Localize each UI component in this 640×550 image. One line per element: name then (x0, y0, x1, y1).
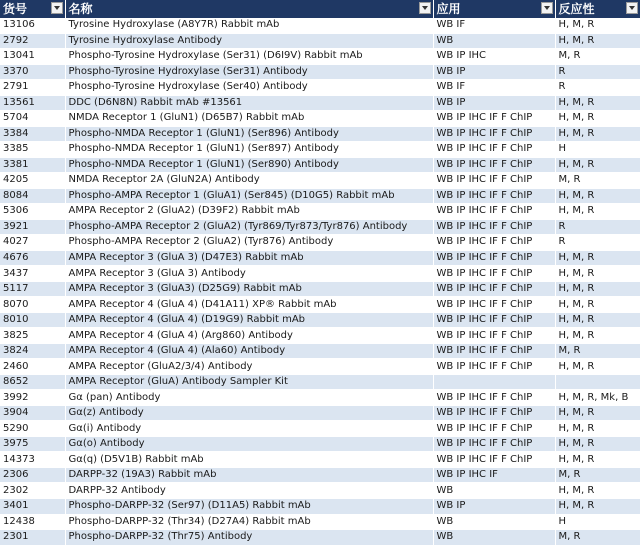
cell-catalog-number[interactable]: 8010 (0, 312, 65, 328)
cell-application[interactable]: WB IP IHC (433, 49, 555, 65)
table-row (0, 483, 640, 499)
cell-name[interactable]: DARPP-32 (19A3) Rabbit mAb (65, 467, 433, 483)
header-application (433, 0, 555, 18)
table-row (0, 64, 640, 80)
cell-name[interactable]: AMPA Receptor 4 (GluA 4) (Arg860) Antibody (65, 328, 433, 344)
table-row (0, 219, 640, 235)
cell-reactivity[interactable]: H, M, R (555, 359, 640, 375)
cell-application[interactable]: WB IP IHC IF F ChIP (433, 126, 555, 142)
cell-reactivity[interactable]: H, M, R (555, 250, 640, 266)
cell-application[interactable]: WB (433, 483, 555, 499)
filter-dropdown-icon[interactable] (626, 2, 638, 14)
cell-name[interactable]: Gα(i) Antibody (65, 421, 433, 437)
cell-name[interactable]: AMPA Receptor 2 (GluA2) (D39F2) Rabbit mAb (65, 204, 433, 220)
cell-application[interactable]: WB IP IHC IF F ChIP (433, 250, 555, 266)
cell-catalog-number[interactable]: 5704 (0, 111, 65, 127)
cell-reactivity[interactable]: H, M, R (555, 204, 640, 220)
cell-application[interactable]: WB IP IHC IF F ChIP (433, 312, 555, 328)
table-row (0, 188, 640, 204)
cell-catalog-number[interactable]: 4205 (0, 173, 65, 189)
header-reactivity (555, 0, 640, 18)
cell-reactivity[interactable]: H, M, R, Mk, B (555, 390, 640, 406)
cell-reactivity[interactable]: H (555, 142, 640, 158)
cell-application[interactable]: WB IP IHC IF F ChIP (433, 204, 555, 220)
cell-reactivity[interactable]: H, M, R (555, 157, 640, 173)
cell-name[interactable]: Phospho-Tyrosine Hydroxylase (Ser31) (D6I9V) Rabbit mAb (65, 49, 433, 65)
cell-catalog-number[interactable]: 3921 (0, 219, 65, 235)
cell-application[interactable]: WB IP IHC IF F ChIP (433, 359, 555, 375)
filter-dropdown-icon[interactable] (419, 2, 431, 14)
cell-name[interactable]: Phospho-AMPA Receptor 1 (GluA1) (Ser845) (D10G5) Rabbit mAb (65, 188, 433, 204)
cell-name[interactable]: NMDA Receptor 2A (GluN2A) Antibody (65, 173, 433, 189)
table-row (0, 343, 640, 359)
cell-name[interactable]: Phospho-NMDA Receptor 1 (GluN1) (Ser890) Antibody (65, 157, 433, 173)
cell-name[interactable]: Phospho-Tyrosine Hydroxylase (Ser31) Antibody (65, 64, 433, 80)
cell-name[interactable]: Gα(z) Antibody (65, 405, 433, 421)
cell-catalog-number[interactable]: 2306 (0, 467, 65, 483)
cell-application[interactable] (433, 374, 555, 390)
cell-application[interactable]: WB IP IHC IF F ChIP (433, 173, 555, 189)
cell-catalog-number[interactable]: 2301 (0, 530, 65, 546)
cell-name[interactable]: Phospho-DARPP-32 (Thr34) (D27A4) Rabbit mAb (65, 514, 433, 530)
cell-name[interactable]: DDC (D6N8N) Rabbit mAb #13561 (65, 95, 433, 111)
table-row (0, 173, 640, 189)
cell-reactivity[interactable]: H, M, R (555, 18, 640, 33)
cell-name[interactable]: Phospho-NMDA Receptor 1 (GluN1) (Ser897) Antibody (65, 142, 433, 158)
cell-application[interactable]: WB IF (433, 18, 555, 33)
header-row (0, 0, 640, 18)
table-row (0, 204, 640, 220)
cell-application[interactable]: WB IP IHC IF F ChIP (433, 297, 555, 313)
table-row (0, 436, 640, 452)
table-row (0, 421, 640, 437)
cell-name[interactable]: AMPA Receptor 3 (GluA 3) Antibody (65, 266, 433, 282)
cell-reactivity[interactable]: H, M, R (555, 33, 640, 49)
cell-application[interactable]: WB IP IHC IF F ChIP (433, 235, 555, 251)
cell-catalog-number[interactable]: 3401 (0, 498, 65, 514)
table-row (0, 312, 640, 328)
cell-reactivity[interactable]: H, M, R (555, 95, 640, 111)
cell-name[interactable]: Phospho-DARPP-32 (Thr75) Antibody (65, 530, 433, 546)
cell-name[interactable]: AMPA Receptor 4 (GluA 4) (Ala60) Antibody (65, 343, 433, 359)
cell-name[interactable]: DARPP-32 Antibody (65, 483, 433, 499)
header-name (65, 0, 433, 18)
cell-catalog-number[interactable]: 5117 (0, 281, 65, 297)
cell-reactivity[interactable]: H, M, R (555, 312, 640, 328)
cell-reactivity[interactable] (555, 374, 640, 390)
cell-application[interactable]: WB IP IHC IF F ChIP (433, 157, 555, 173)
cell-application[interactable]: WB (433, 530, 555, 546)
header-catalog-number (0, 0, 65, 18)
cell-catalog-number[interactable]: 12438 (0, 514, 65, 530)
cell-application[interactable]: WB IP IHC IF F ChIP (433, 328, 555, 344)
cell-reactivity[interactable]: H, M, R (555, 281, 640, 297)
cell-reactivity[interactable]: R (555, 219, 640, 235)
cell-name[interactable]: NMDA Receptor 1 (GluN1) (D65B7) Rabbit mAb (65, 111, 433, 127)
cell-catalog-number[interactable]: 3370 (0, 64, 65, 80)
cell-application[interactable]: WB IP IHC IF F ChIP (433, 266, 555, 282)
cell-application[interactable]: WB IF (433, 80, 555, 96)
table-row (0, 80, 640, 96)
table-row (0, 111, 640, 127)
cell-catalog-number[interactable]: 3385 (0, 142, 65, 158)
cell-application[interactable]: WB IP IHC IF F ChIP (433, 111, 555, 127)
table-row (0, 157, 640, 173)
cell-name[interactable]: Gα(o) Antibody (65, 436, 433, 452)
cell-name[interactable]: Phospho-DARPP-32 (Ser97) (D11A5) Rabbit mAb (65, 498, 433, 514)
cell-name[interactable]: AMPA Receptor 4 (GluA 4) (D41A11) XP® Rabbit mAb (65, 297, 433, 313)
cell-catalog-number[interactable]: 8070 (0, 297, 65, 313)
cell-application[interactable]: WB (433, 514, 555, 530)
cell-reactivity[interactable]: H, M, R (555, 498, 640, 514)
cell-name[interactable]: Phospho-AMPA Receptor 2 (GluA2) (Tyr869/Tyr873/Tyr876) Antibody (65, 219, 433, 235)
cell-catalog-number[interactable]: 13106 (0, 18, 65, 33)
table-row (0, 452, 640, 468)
cell-reactivity[interactable]: M, R (555, 467, 640, 483)
table-row (0, 33, 640, 49)
cell-name[interactable]: Phospho-AMPA Receptor 2 (GluA2) (Tyr876) Antibody (65, 235, 433, 251)
cell-reactivity[interactable]: H, M, R (555, 328, 640, 344)
cell-reactivity[interactable]: M, R (555, 343, 640, 359)
table-row (0, 142, 640, 158)
cell-catalog-number[interactable]: 8084 (0, 188, 65, 204)
cell-application[interactable]: WB IP IHC IF F ChIP (433, 390, 555, 406)
header-label: 应用 (436, 2, 461, 16)
cell-catalog-number[interactable]: 3437 (0, 266, 65, 282)
cell-reactivity[interactable]: H, M, R (555, 126, 640, 142)
cell-catalog-number[interactable]: 3824 (0, 343, 65, 359)
cell-name[interactable]: AMPA Receptor (GluA) Antibody Sampler Kit (65, 374, 433, 390)
table-row (0, 49, 640, 65)
table-row (0, 235, 640, 251)
cell-catalog-number[interactable]: 4027 (0, 235, 65, 251)
cell-application[interactable]: WB IP IHC IF F ChIP (433, 421, 555, 437)
cell-reactivity[interactable]: H, M, R (555, 297, 640, 313)
table-body (0, 18, 640, 545)
table-row (0, 281, 640, 297)
table-row (0, 467, 640, 483)
cell-catalog-number[interactable]: 2302 (0, 483, 65, 499)
cell-reactivity[interactable]: H, M, R (555, 266, 640, 282)
table-row (0, 530, 640, 546)
cell-catalog-number[interactable]: 13041 (0, 49, 65, 65)
cell-catalog-number[interactable]: 3975 (0, 436, 65, 452)
cell-reactivity[interactable]: H, M, R (555, 188, 640, 204)
table-row (0, 498, 640, 514)
cell-reactivity[interactable]: H, M, R (555, 405, 640, 421)
cell-catalog-number[interactable]: 14373 (0, 452, 65, 468)
cell-catalog-number[interactable]: 4676 (0, 250, 65, 266)
table-row (0, 405, 640, 421)
table-row (0, 359, 640, 375)
cell-application[interactable]: WB IP IHC IF F ChIP (433, 452, 555, 468)
cell-catalog-number[interactable]: 8652 (0, 374, 65, 390)
cell-application[interactable]: WB IP IHC IF F ChIP (433, 219, 555, 235)
cell-name[interactable]: Tyrosine Hydroxylase (A8Y7R) Rabbit mAb (65, 18, 433, 33)
cell-reactivity[interactable]: H, M, R (555, 436, 640, 452)
cell-catalog-number[interactable]: 13561 (0, 95, 65, 111)
table-row (0, 18, 640, 33)
cell-reactivity[interactable]: H, M, R (555, 483, 640, 499)
header-label: 名称 (68, 2, 93, 16)
cell-catalog-number[interactable]: 5306 (0, 204, 65, 220)
cell-catalog-number[interactable]: 3992 (0, 390, 65, 406)
cell-name[interactable]: AMPA Receptor 3 (GluA3) (D25G9) Rabbit mAb (65, 281, 433, 297)
cell-catalog-number[interactable]: 3904 (0, 405, 65, 421)
cell-catalog-number[interactable]: 3381 (0, 157, 65, 173)
cell-catalog-number[interactable]: 3825 (0, 328, 65, 344)
table-row (0, 297, 640, 313)
table-row (0, 328, 640, 344)
cell-catalog-number[interactable]: 2460 (0, 359, 65, 375)
cell-name[interactable]: Phospho-NMDA Receptor 1 (GluN1) (Ser896) Antibody (65, 126, 433, 142)
cell-reactivity[interactable]: M, R (555, 173, 640, 189)
cell-application[interactable]: WB IP (433, 95, 555, 111)
table-row (0, 390, 640, 406)
cell-reactivity[interactable]: R (555, 64, 640, 80)
cell-reactivity[interactable]: M, R (555, 530, 640, 546)
cell-name[interactable]: AMPA Receptor 3 (GluA 3) (D47E3) Rabbit mAb (65, 250, 433, 266)
cell-application[interactable]: WB IP IHC IF F ChIP (433, 405, 555, 421)
cell-name[interactable]: AMPA Receptor 4 (GluA 4) (D19G9) Rabbit mAb (65, 312, 433, 328)
cell-application[interactable]: WB IP (433, 498, 555, 514)
cell-application[interactable]: WB (433, 33, 555, 49)
cell-name[interactable]: AMPA Receptor (GluA2/3/4) Antibody (65, 359, 433, 375)
filter-dropdown-icon[interactable] (51, 2, 63, 14)
cell-reactivity[interactable]: H, M, R (555, 421, 640, 437)
cell-application[interactable]: WB IP (433, 64, 555, 80)
cell-catalog-number[interactable]: 2791 (0, 80, 65, 96)
cell-application[interactable]: WB IP IHC IF (433, 467, 555, 483)
cell-application[interactable]: WB IP IHC IF F ChIP (433, 436, 555, 452)
cell-reactivity[interactable]: R (555, 80, 640, 96)
table-row (0, 266, 640, 282)
table-row (0, 95, 640, 111)
table-row (0, 374, 640, 390)
cell-name[interactable]: Phospho-Tyrosine Hydroxylase (Ser40) Antibody (65, 80, 433, 96)
cell-application[interactable]: WB IP IHC IF F ChIP (433, 343, 555, 359)
cell-catalog-number[interactable]: 2792 (0, 33, 65, 49)
cell-application[interactable]: WB IP IHC IF F ChIP (433, 281, 555, 297)
cell-name[interactable]: Gα(q) (D5V1B) Rabbit mAb (65, 452, 433, 468)
cell-catalog-number[interactable]: 3384 (0, 126, 65, 142)
cell-reactivity[interactable]: H, M, R (555, 111, 640, 127)
cell-name[interactable]: Tyrosine Hydroxylase Antibody (65, 33, 433, 49)
cell-name[interactable]: Gα (pan) Antibody (65, 390, 433, 406)
header-label: 反应性 (558, 2, 595, 16)
cell-application[interactable]: WB IP IHC IF F ChIP (433, 188, 555, 204)
header-label: 货号 (3, 2, 28, 16)
table-row (0, 514, 640, 530)
cell-reactivity[interactable]: H (555, 514, 640, 530)
cell-reactivity[interactable]: R (555, 235, 640, 251)
table-row (0, 250, 640, 266)
cell-reactivity[interactable]: M, R (555, 49, 640, 65)
table-row (0, 126, 640, 142)
cell-application[interactable]: WB IP IHC IF F ChIP (433, 142, 555, 158)
cell-catalog-number[interactable]: 5290 (0, 421, 65, 437)
cell-reactivity[interactable]: H, M, R (555, 452, 640, 468)
filter-dropdown-icon[interactable] (541, 2, 553, 14)
